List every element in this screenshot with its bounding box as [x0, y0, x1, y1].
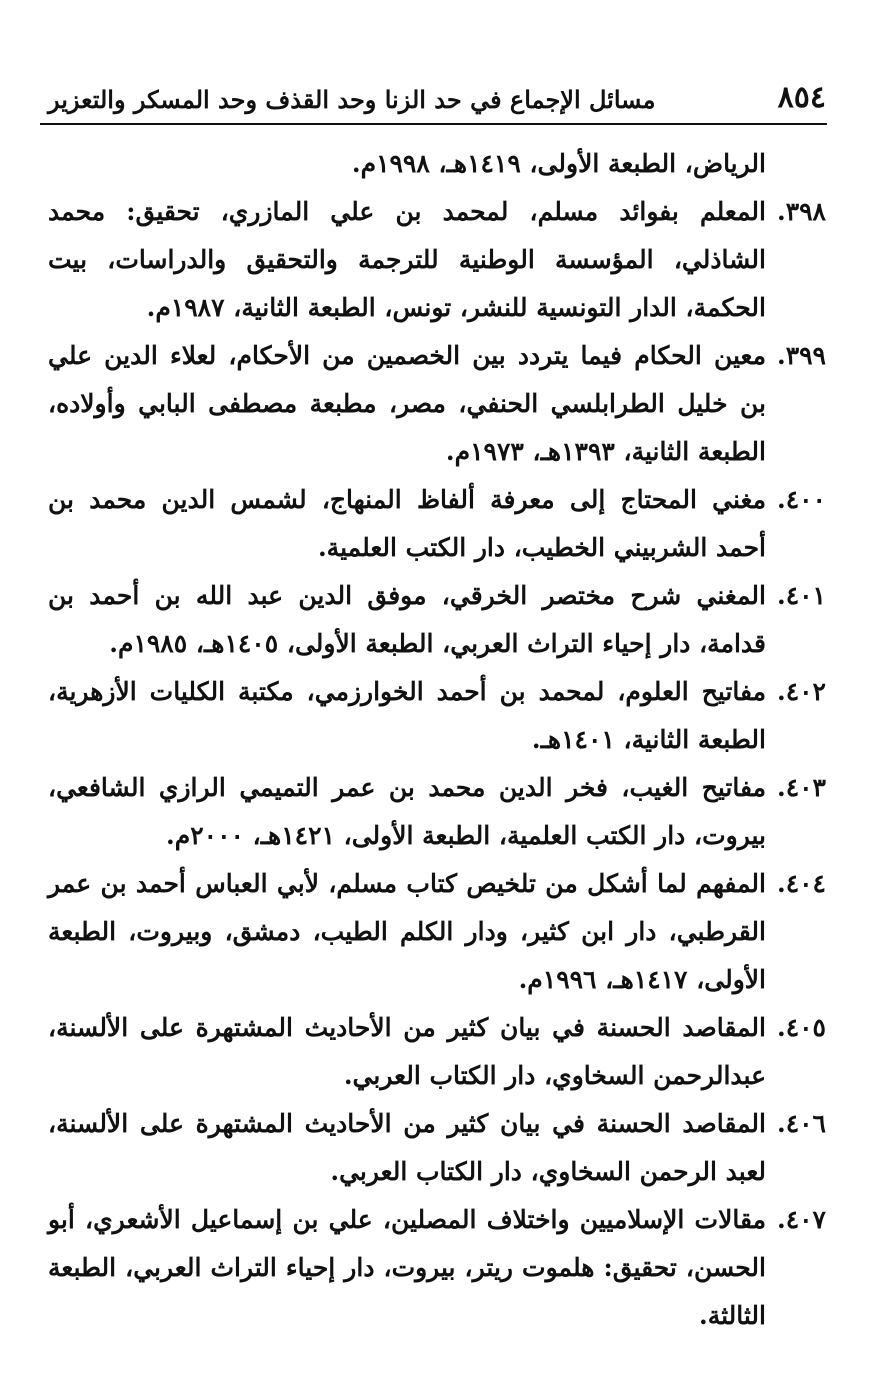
entry-text: مفاتيح العلوم، لمحمد بن أحمد الخوارزمي، مكتبة الكليات الأزهرية، الطبعة الثانية، ١٤٠١هـ.: [48, 677, 766, 754]
entry-number: ٤٠١.: [776, 581, 826, 610]
bibliography-entry: [48, 476, 826, 572]
entry-number: ٤٠٠.: [776, 485, 826, 514]
page-number: ٨٥٤: [777, 80, 826, 115]
entry-text: مفاتيح الغيب، فخر الدين محمد بن عمر التميمي الرازي الشافعي، بيروت، دار الكتب العلمية، الطبعة الأولى، ١٤٢١هـ، ٢٠٠٠م.: [48, 773, 766, 850]
page-header: [48, 78, 826, 122]
running-title: مسائل الإجماع في حد الزنا وحد القذف وحد المسكر والتعزير: [48, 85, 656, 114]
header-divider: [40, 123, 827, 125]
entry-number: ٣٩٨.: [776, 197, 826, 226]
entry-number: ٤٠٦.: [776, 1109, 826, 1138]
entry-text: المقاصد الحسنة في بيان كثير من الأحاديث المشتهرة على الألسنة، عبدالرحمن السخاوي، دار الكتاب العربي.: [48, 1013, 766, 1090]
entry-text: المقاصد الحسنة في بيان كثير من الأحاديث المشتهرة على الألسنة، لعبد الرحمن السخاوي، دار الكتاب العربي.: [48, 1109, 766, 1186]
entry-text: مقالات الإسلاميين واختلاف المصلين، علي بن إسماعيل الأشعري، أبو الحسن، تحقيق: هلموت ريتر، بيروت، دار إحياء التراث العربي، الطبعة الثالثة.: [48, 1205, 766, 1330]
bibliography-entry: [48, 332, 826, 476]
entry-text: المغني شرح مختصر الخرقي، موفق الدين عبد الله بن أحمد بن قدامة، دار إحياء التراث العربي، الطبعة الأولى، ١٤٠٥هـ، ١٩٨٥م.: [48, 581, 766, 658]
bibliography-entry: [48, 1196, 826, 1340]
entry-number: ٤٠٢.: [776, 677, 826, 706]
entry-text: المفهم لما أشكل من تلخيص كتاب مسلم، لأبي العباس أحمد بن عمر القرطبي، دار ابن كثير، ودار الكلم الطيب، دمشق، وبيروت، الطبعة الأولى، ١٤١٧هـ، ١٩٩٦م.: [48, 869, 766, 994]
entry-text: مغني المحتاج إلى معرفة ألفاظ المنهاج، لشمس الدين محمد بن أحمد الشربيني الخطيب، دار الكتب العلمية.: [48, 485, 766, 562]
bibliography-entry: [48, 860, 826, 1004]
bibliography-entry: [48, 188, 826, 332]
entry-number: ٤٠٥.: [776, 1013, 826, 1042]
entry-number: ٣٩٩.: [776, 341, 826, 370]
bibliography-entry: [48, 1100, 826, 1196]
continued-entry-text: الرياض، الطبعة الأولى، ١٤١٩هـ، ١٩٩٨م.: [351, 149, 766, 178]
entry-number: ٤٠٤.: [776, 869, 826, 898]
bibliography-entry: [48, 764, 826, 860]
entry-text: المعلم بفوائد مسلم، لمحمد بن علي المازري، تحقيق: محمد الشاذلي، المؤسسة الوطنية للترجمة والتحقيق والدراسات، بيت الحكمة، الدار التونسية للنشر، تونس، الطبعة الثانية، ١٩٨٧م.: [48, 197, 766, 322]
entry-number: ٤٠٣.: [776, 773, 826, 802]
bibliography-entry: [48, 572, 826, 668]
bibliography-entry: [48, 668, 826, 764]
entry-number: ٤٠٧.: [776, 1205, 826, 1234]
bibliography-entry: [48, 1004, 826, 1100]
bibliography-list: [48, 140, 826, 1340]
entry-text: معين الحكام فيما يتردد بين الخصمين من الأحكام، لعلاء الدين علي بن خليل الطرابلسي الحنفي، مصر، مطبعة مصطفى البابي وأولاده، الطبعة الثانية، ١٣٩٣هـ، ١٩٧٣م.: [48, 341, 766, 466]
